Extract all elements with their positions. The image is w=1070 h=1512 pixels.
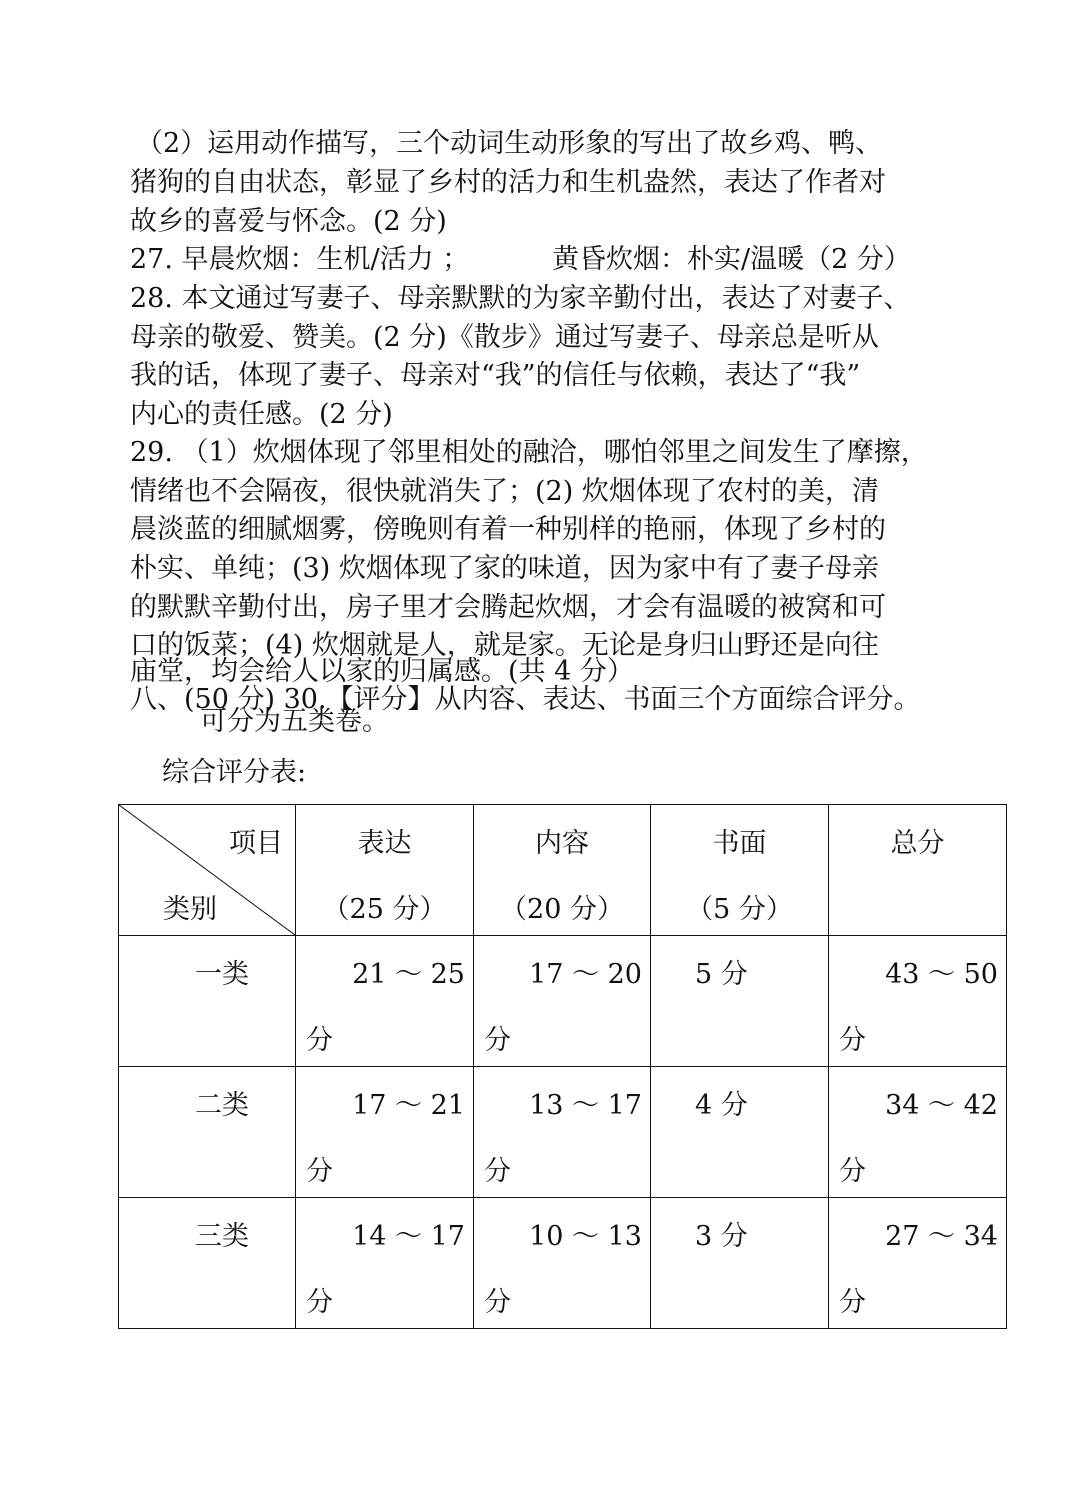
table-header-row: [119, 805, 1007, 936]
score-unit: 分: [306, 1156, 333, 1187]
answer-27-line: [130, 242, 960, 278]
score-range: 17 ～ 20: [529, 959, 642, 990]
header-corner-cell: [119, 805, 296, 936]
neirong-cell: [474, 1067, 651, 1198]
score-value: 5 分: [695, 959, 748, 990]
score-range: 14 ～ 17: [352, 1221, 465, 1252]
zongfen-cell: [829, 1067, 1007, 1198]
table-row: [119, 936, 1007, 1067]
neirong-cell: [474, 936, 651, 1067]
header-name: 内容: [535, 828, 589, 859]
table-caption: 综合评分表:: [162, 757, 307, 788]
score-value: 3 分: [695, 1221, 748, 1252]
header-points: （5 分）: [686, 894, 793, 925]
score-unit: 分: [839, 1287, 866, 1318]
biaoda-cell: [296, 1198, 474, 1329]
answer-27-evening: 黄昏炊烟：朴实/温暖（2 分）: [552, 244, 911, 275]
answer-28-line-4: 内心的责任感。(2 分): [130, 399, 393, 430]
category-label: 一类: [195, 959, 249, 990]
score-range: 13 ～ 17: [529, 1090, 642, 1121]
score-range: 10 ～ 13: [529, 1221, 642, 1252]
score-unit: 分: [839, 1025, 866, 1056]
answer-27-morning: 27. 早晨炊烟：生机/活力 ；: [130, 244, 470, 275]
answer-29-line-4: 朴实、单纯；(3) 炊烟体现了家的味道，因为家中有了妻子母亲: [130, 553, 879, 584]
score-range: 43 ～ 50: [885, 959, 998, 990]
header-category-label: 类别: [163, 894, 217, 925]
biaoda-cell: [296, 1067, 474, 1198]
header-item-label: 项目: [229, 828, 283, 859]
answer-26-2-line-3: 故乡的喜爱与怀念。(2 分): [130, 206, 447, 237]
shumian-cell: [651, 1198, 829, 1329]
zongfen-cell: [829, 1198, 1007, 1329]
scoring-table: [118, 804, 1007, 1329]
section-8-subline: 可分为五类卷。: [200, 706, 389, 737]
shumian-cell: [651, 1067, 829, 1198]
header-cell-shumian: [651, 805, 829, 936]
score-unit: 分: [484, 1287, 511, 1318]
answer-26-2-line-2: 猪狗的自由状态，彰显了乡村的活力和生机盎然，表达了作者对: [130, 167, 886, 198]
score-unit: 分: [306, 1287, 333, 1318]
answer-29-line-5: 的默默辛勤付出，房子里才会腾起炊烟，才会有温暖的被窝和可: [130, 592, 886, 623]
answer-28-line-1: 28. 本文通过写妻子、母亲默默的为家辛勤付出，表达了对妻子、: [130, 283, 911, 314]
score-unit: 分: [484, 1156, 511, 1187]
shumian-cell: [651, 936, 829, 1067]
category-label: 二类: [195, 1090, 249, 1121]
section-8-heading: 八、(50 分) 30.【评分】从内容、表达、书面三个方面综合评分。: [130, 684, 921, 715]
answer-29-line-3: 晨淡蓝的细腻烟雾，傍晚则有着一种别样的艳丽，体现了乡村的: [130, 514, 886, 545]
header-cell-zongfen: [829, 805, 1007, 936]
category-cell: [119, 1198, 296, 1329]
category-cell: [119, 1067, 296, 1198]
answer-28-line-2: 母亲的敬爱、赞美。(2 分)《散步》通过写妻子、母亲总是听从: [130, 322, 879, 353]
category-label: 三类: [195, 1221, 249, 1252]
header-cell-neirong: [474, 805, 651, 936]
answer-29-line-6: 口的饭菜；(4) 炊烟就是人，就是家。无论是身归山野还是向往: [130, 630, 879, 661]
score-unit: 分: [484, 1025, 511, 1056]
category-cell: [119, 936, 296, 1067]
header-points: （25 分）: [322, 894, 447, 925]
score-unit: 分: [839, 1156, 866, 1187]
score-range: 21 ～ 25: [352, 959, 465, 990]
score-range: 17 ～ 21: [352, 1090, 465, 1121]
header-points: （20 分）: [500, 894, 624, 925]
biaoda-cell: [296, 936, 474, 1067]
neirong-cell: [474, 1198, 651, 1329]
header-name: 总分: [890, 828, 945, 859]
answer-26-2-line-1: （2）运用动作描写，三个动词生动形象的写出了故乡鸡、鸭、: [136, 128, 883, 159]
header-cell-biaoda: [296, 805, 474, 936]
header-name: 书面: [712, 828, 767, 859]
score-value: 4 分: [695, 1090, 748, 1121]
table-row: [119, 1198, 1007, 1329]
answer-29-line-7: 庙堂，均会给人以家的归属感。(共 4 分）: [130, 656, 634, 687]
header-name: 表达: [357, 828, 412, 859]
answer-29-line-2: 情绪也不会隔夜，很快就消失了；(2) 炊烟体现了农村的美，清: [130, 476, 879, 507]
score-range: 34 ～ 42: [885, 1090, 998, 1121]
score-unit: 分: [306, 1025, 333, 1056]
table-row: [119, 1067, 1007, 1198]
answer-29-line-1: 29. （1）炊烟体现了邻里相处的融洽，哪怕邻里之间发生了摩擦，: [130, 437, 928, 468]
answer-28-line-3: 我的话，体现了妻子、母亲对“我”的信任与依赖，表达了“我”: [130, 360, 861, 391]
score-range: 27 ～ 34: [885, 1221, 998, 1252]
zongfen-cell: [829, 936, 1007, 1067]
